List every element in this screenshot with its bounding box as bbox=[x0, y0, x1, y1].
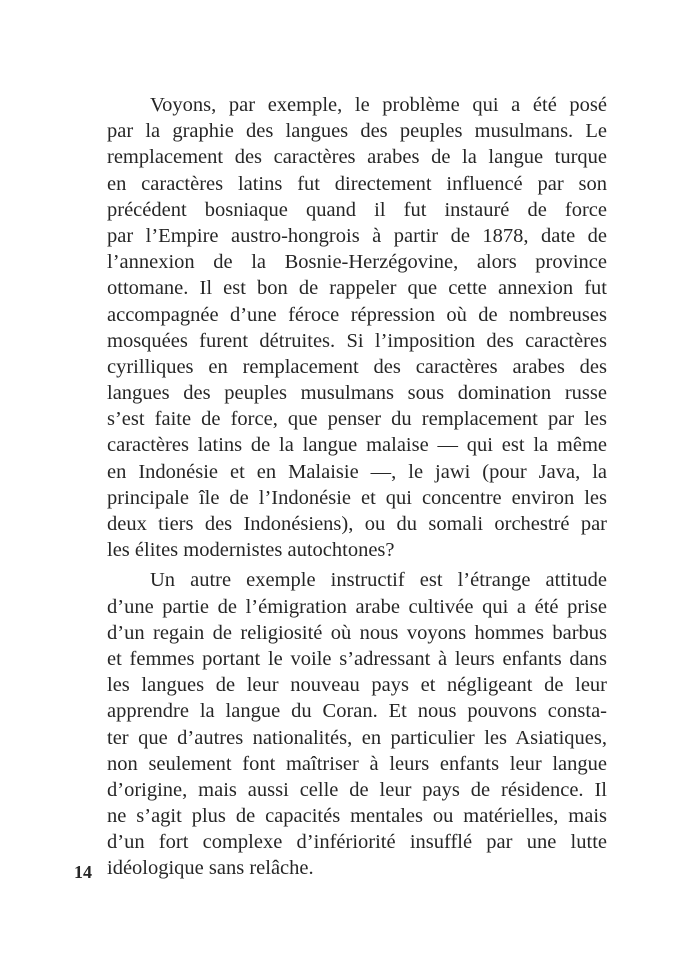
text-line: apprendre la langue du Coran. Et nous pouvons consta- bbox=[107, 700, 607, 723]
text-line: Voyons, par exemple, le problème qui a été posé bbox=[150, 94, 607, 116]
text-line: langues des peuples musulmans sous domination russe bbox=[107, 382, 607, 405]
paragraph-1 bbox=[107, 92, 607, 563]
text-line: idéologique sans relâche. bbox=[107, 857, 314, 880]
text-line: ter que d’autres nationalités, en particulier les Asiatiques, bbox=[107, 726, 607, 749]
text-line: accompagnée d’une féroce répression où de nombreuses bbox=[107, 303, 607, 326]
text-line: cyrilliques en remplacement des caractères arabes des bbox=[107, 355, 607, 378]
text-line: les élites modernistes autochtones? bbox=[107, 539, 395, 562]
text-line: en caractères latins fut directement influencé par son bbox=[107, 172, 607, 195]
page-number: 14 bbox=[74, 862, 92, 882]
text-line: non seulement font maîtriser à leurs enfants leur langue bbox=[107, 752, 607, 775]
text-line: les langues de leur nouveau pays et négligeant de leur bbox=[107, 674, 607, 697]
text-line: et femmes portant le voile s’adressant à leurs enfants dans bbox=[107, 647, 607, 670]
text-line: d’origine, mais aussi celle de leur pays de résidence. Il bbox=[107, 778, 607, 801]
text-line: précédent bosniaque quand il fut instauré de force bbox=[107, 198, 607, 221]
text-line: remplacement des caractères arabes de la langue turque bbox=[107, 146, 607, 169]
text-line: deux tiers des Indonésiens), ou du somali orchestré par bbox=[107, 513, 607, 535]
text-line: Un autre exemple instructif est l’étrange attitude bbox=[150, 569, 607, 592]
text-line: d’un regain de religiosité où nous voyons hommes barbus bbox=[107, 621, 607, 644]
paragraph-2 bbox=[107, 567, 607, 881]
text-line: caractères latins de la langue malaise — qui est la même bbox=[107, 434, 607, 457]
text-line: principale île de l’Indonésie et qui concentre environ les bbox=[107, 486, 607, 509]
text-line: en Indonésie et en Malaisie —, le jawi (pour Java, la bbox=[107, 460, 607, 483]
text-line: l’annexion de la Bosnie-Herzégovine, alors province bbox=[107, 251, 607, 274]
text-line: mosquées furent détruites. Si l’imposition des caractères bbox=[107, 329, 607, 352]
body-text bbox=[107, 92, 607, 882]
text-line: s’est faite de force, que penser du remplacement par les bbox=[107, 408, 607, 431]
text-line: par la graphie des langues des peuples musulmans. Le bbox=[107, 120, 607, 143]
text-line: par l’Empire austro-hongrois à partir de 1878, date de bbox=[107, 224, 607, 247]
text-line: ottomane. Il est bon de rappeler que cette annexion fut bbox=[107, 277, 607, 300]
text-line: d’un fort complexe d’infériorité insufflé par une lutte bbox=[107, 831, 607, 854]
text-line: d’une partie de l’émigration arabe cultivée qui a été prise bbox=[107, 595, 607, 618]
text-line: ne s’agit plus de capacités mentales ou matérielles, mais bbox=[107, 805, 607, 828]
